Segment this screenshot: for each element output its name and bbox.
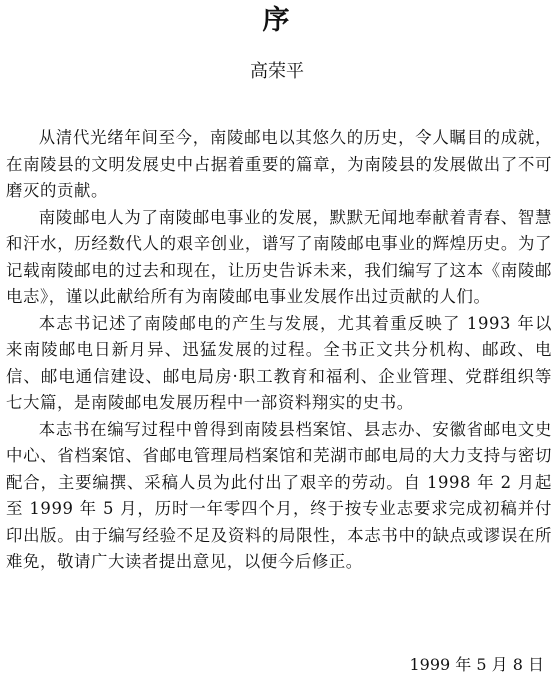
page-title: 序 — [262, 5, 292, 36]
paragraph-3: 本志书记述了南陵邮电的产生与发展，尤其着重反映了 1993 年以来南陵邮电日新月异、迅猛发展的过程。全书正文共分机构、邮政、电信、邮电通信建设、邮电局房·职工教育和福利、企业管理、党群组织等七大篇，是南陵邮电发展历程中一部资料翔实的史书。 — [6, 313, 552, 412]
paragraph-2: 南陵邮电人为了南陵邮电事业的发展，默默无闻地奉献着青春、智慧和汗水，历经数代人的艰辛创业，谱写了南陵邮电事业的辉煌历史。为了记载南陵邮电的过去和现在，让历史告诉未来，我们编写了这本《南陵邮电志》，谨以此献给所有为南陵邮电事业发展作出过贡献的人们。 — [6, 207, 552, 306]
document-body — [6, 125, 552, 576]
signature-date: 1999 年 5 月 8 日 — [409, 655, 544, 674]
paragraph-4: 本志书在编写过程中曾得到南陵县档案馆、县志办、安徽省邮电文史中心、省档案馆、省邮电管理局档案馆和芜湖市邮电局的大力支持与密切配合，主要编撰、采稿人员为此付出了艰辛的劳动。自 1998 年 2 月起至 1999 年 5 月，历时一年零四个月，终于按专业志要求完成初稿并付印出版。由于编写经验不足及资料的局限性，本志书中的缺点或谬误在所难免，敬请广大读者提出意见，以便今后修正。 — [6, 419, 552, 571]
author-name: 高荣平 — [250, 61, 304, 82]
paragraph-1: 从清代光绪年间至今，南陵邮电以其悠久的历史，令人瞩目的成就，在南陵县的文明发展史中占据着重要的篇章，为南陵县的发展做出了不可磨灭的贡献。 — [6, 128, 552, 200]
